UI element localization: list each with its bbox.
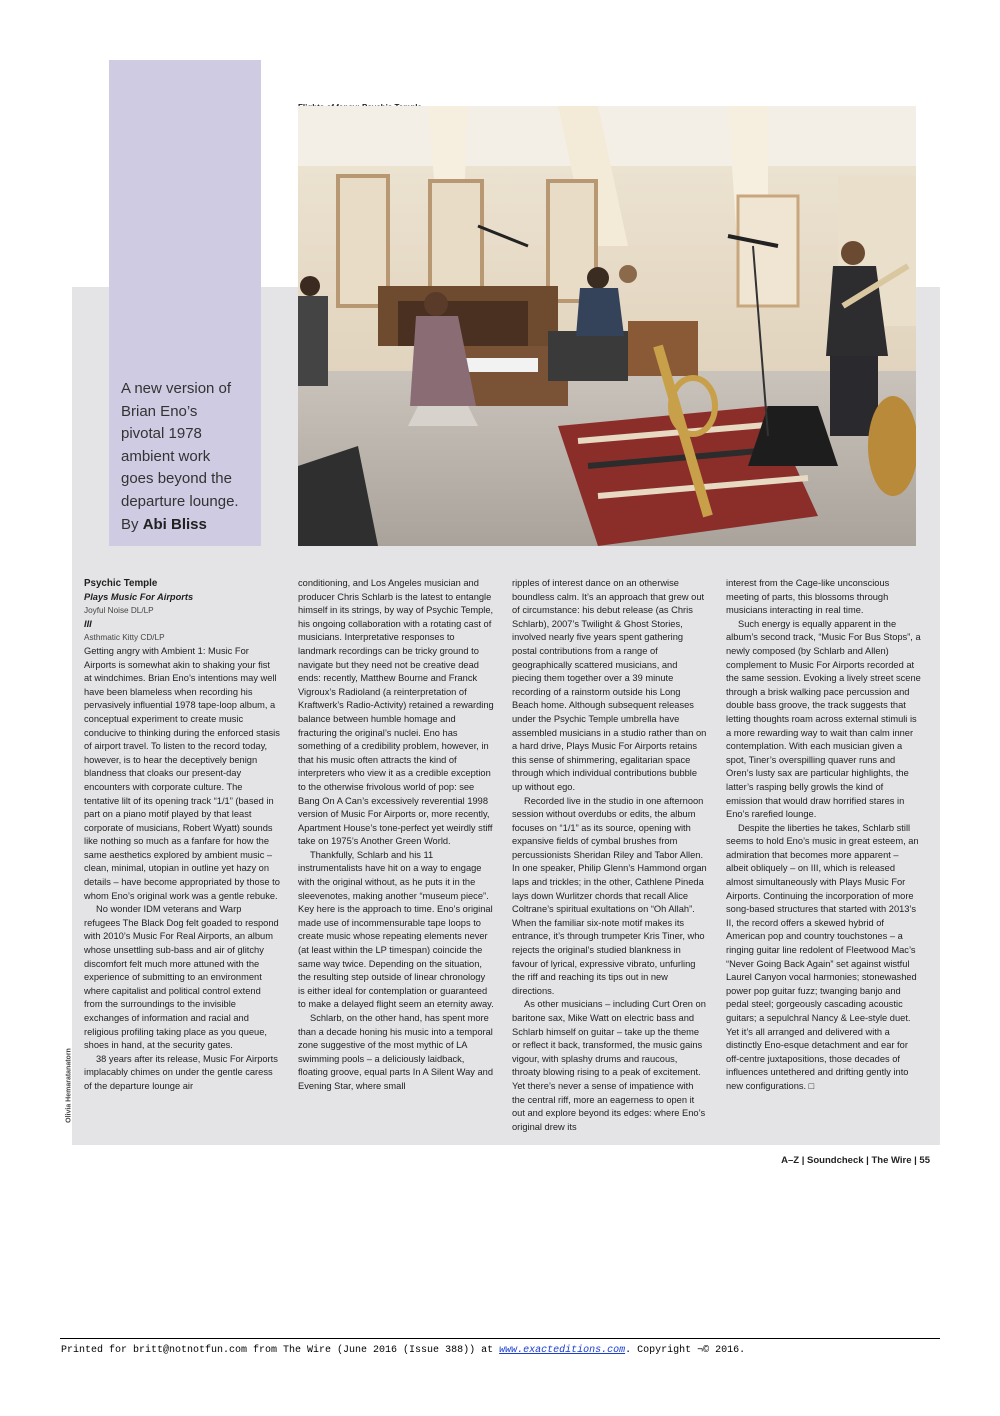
review-artist: Psychic Temple (84, 578, 158, 589)
byline-by: By (121, 515, 139, 533)
standfirst-line: ambient work (121, 447, 211, 465)
body-paragraph: Such energy is equally apparent in the album’s second track, “Music For Bus Stops”, a newly composed (by Schlarb and Allen) complement to Music For Airports recorded at the same session. Evoking a lively street scene through a brisk walking pace percussion and double bass groove, the track suggests that letting thoughts roam across external stimuli is a more rewarding way to wait than calm inner contemplation. With each musician given a spot, Tiner’s overspilling quaver runs and Oren’s lusty sax are particular highlights, the latter’s rasping belly growls the kind of emission that would draw horrified stares in Eno’s rarefied lounge. (726, 618, 921, 820)
article-column-2 (298, 577, 494, 1094)
body-paragraph: Recorded live in the studio in one afternoon session without overdubs or edits, the album focuses on “1/1” as its source, opening with expansive fields of cymbal brushes from percussionists Sheridan Riley and Tabor Allen. In one speaker, Philip Glenn’s Hammond organ laps and trickles; in the other, Cathlene Pineda lays down Wurlitzer chords that recall Alice Coltrane’s spiritual exultations on “Oh Allah”. When the familiar six-note motif makes its entrance, it’s through trumpeter Kris Tiner, who rejects the original’s studied blankness in favour of lyrical, expressive vibrato, unfurling the riff and reaching its tips out in new directions. (512, 795, 707, 996)
standfirst-line: departure lounge. (121, 492, 239, 510)
author-name: Abi Bliss (142, 515, 207, 533)
review-second-title: III (84, 618, 92, 629)
page-folio: A–Z | Soundcheck | The Wire | 55 (781, 1155, 930, 1166)
body-paragraph: Getting angry with Ambient 1: Music For Airports is somewhat akin to shaking your fist at windchimes. Brian Eno’s intentions may well have been blameless when recording his pervasively influential 1978 tape-loop album, a conceptual experiment to create music conducive to thinking during the enforced stasis of airport travel. To listen to the record today, however, is to hear the deceptively benign blandness that cloaks our present-day encounters with corporate culture. The tentative lilt of its opening track “1/1” (based in part on a piano motif played by that least corporate of musicians, Robert Wyatt) sounds like nothing so much as a fanfare for how the same aesthetics explored by ambient music – clean, minimal, utopian in outline yet hazy on details – have become appropriated by those to whom Eno’s original work was a gentle rebuke. (84, 645, 280, 901)
body-paragraph: conditioning, and Los Angeles musician and producer Chris Schlarb is the latest to entangle himself in its strings, by way of Psychic Temple, his ongoing collaboration with a rotating cast of musicians. Interpretative responses to landmark recordings can be tricky ground to navigate but they need not be creative dead ends: recently, Matthew Bourne and Franck Vigroux’s Radioland (a reinterpretation of Kraftwerk’s Radio-Activity) retained a rewarding balance between humble homage and fracturing the original’s nuclei. Eno has something of a credibility problem, however, in that his music often attracts the kind of interpreters who view it as a credible exception to the otherwise frivolous world of pop: see Bang On A Can’s excessively reverential 1998 version of Music For Airports or, more recently, Apartment House’s tone-perfect yet weirdly stiff take on 1975’s Another Green World. (298, 578, 494, 847)
body-paragraph: As other musicians – including Curt Oren on baritone sax, Mike Watt on electric bass and Schlarb himself on guitar – take up the theme or reflect it back, transformed, the music gains vigour, with splashy drums and raucous, throaty blowing rising to a peak of excitement. Yet there’s never a sense of impatience with the central riff, more an eagerness to open it out and explore beyond its edges: where Eno’s original drew its (512, 999, 706, 1132)
review-label: Asthmatic Kitty CD/LP (84, 633, 165, 643)
standfirst-line: A new version of (121, 380, 232, 397)
body-paragraph: Despite the liberties he takes, Schlarb still seems to hold Eno’s music in great esteem, an admiration that becomes more apparent – albeit obliquely – on III, which is released almost simultaneously with Plays Music For Airports. Continuing the incorporation of more song-based structures that started with 2013’s II, the record offers a skewed hybrid of American pop and country touchstones – a ringing guitar line redolent of Fleetwood Mac’s “Never Going Back Again” set against wistful Laurel Canyon vocal harmonies; stonewashed power pop guitar fuzz; twanging banjo and pedal steel; gorgeously cascading acoustic guitars; a sepulchral Nancy & Lee-style duet. Yet it’s all arranged and delivered with a distinctly Eno-esque detachment and ear for off-centre juxtapositions, those decades of influences untethered and drifting gently into new configurations. □ (726, 822, 919, 1091)
review-label: Joyful Noise DL/LP (84, 606, 154, 616)
body-paragraph: 38 years after its release, Music For Airports implacably chimes on under the gentle caress of the departure lounge air (84, 1053, 278, 1091)
footer-prefix: Printed for britt@notnotfun.com from The Wire (June 2016 (Issue 388)) at (61, 1345, 500, 1356)
body-paragraph: Thankfully, Schlarb and his 11 instrumentalists have hit on a way to engage with the original without, as he puts it in the sleevenotes, making another “museum piece”. Key here is the approach to time. Eno’s original made use of incommensurable tape loops to create music whose repeating elements never (at least within the LP timespan) coincide the same way twice. Depending on the situation, the resulting step outside of linear chronology is either ideal for contemplation or guaranteed to make a delayed flight seem an eternity away. (298, 849, 494, 1010)
footer-suffix: . Copyright ¬© 2016. (625, 1345, 746, 1356)
article-column-1 (84, 577, 280, 1094)
band-studio-photo (298, 106, 916, 546)
standfirst-line: Brian Eno’s (121, 402, 198, 420)
article-column-4 (726, 577, 922, 1094)
photo-credit-text: Olivia Hemaratanatorn (65, 1048, 73, 1123)
print-footer (61, 1345, 745, 1356)
byline (121, 514, 257, 537)
review-title: Plays Music For Airports (84, 591, 194, 602)
studio-illustration (298, 106, 916, 546)
body-paragraph: interest from the Cage-like unconscious meeting of parts, this blossoms through musicians interacting in real time. (726, 578, 890, 616)
footer-link[interactable]: www.exacteditions.com (499, 1345, 626, 1356)
article-column-3 (512, 577, 708, 1134)
photo-credit (62, 1046, 76, 1131)
body-paragraph: No wonder IDM veterans and Warp refugees The Black Dog felt goaded to respond with 2010’s Music For Real Airports, an album whose unsettling sub-bass and air of glitchy discomfort felt much more attuned with the experience of submitting to an environment where capitalist and political control extend from the surroundings to the invisible exchanges of information and racial and religious profiling taking place as you queue, shoes in hand, at the security gates. (84, 904, 279, 1051)
standfirst-line: goes beyond the (121, 470, 232, 488)
footer-rule (60, 1338, 940, 1339)
body-paragraph: ripples of interest dance on an otherwise boundless calm. It’s an approach that grew out of circumstance: his debut release (as Chris Schlarb), 2007’s Twilight & Ghost Stories, involved nearly five years spent gathering postal contributions from a range of geographically scattered musicians, and piecing them together over a 39 minute recording of a rainstorm outside his Long Beach home. Although subsequent releases under the Psychic Temple umbrella have assembled musicians in a studio rather than on a hard drive, Plays Music For Airports retains this sense of shimmering, egalitarian space through which individual contributions bubble up without ego. (512, 578, 707, 792)
standfirst-line: pivotal 1978 (121, 425, 202, 443)
standfirst (121, 378, 257, 536)
body-paragraph: Schlarb, on the other hand, has spent more than a decade honing his music into a temporal zone suggestive of the most mythic of LA swimming pools – a deliciously laidback, floating groove, equal parts In A Silent Way and Evening Star, where small (298, 1013, 494, 1091)
